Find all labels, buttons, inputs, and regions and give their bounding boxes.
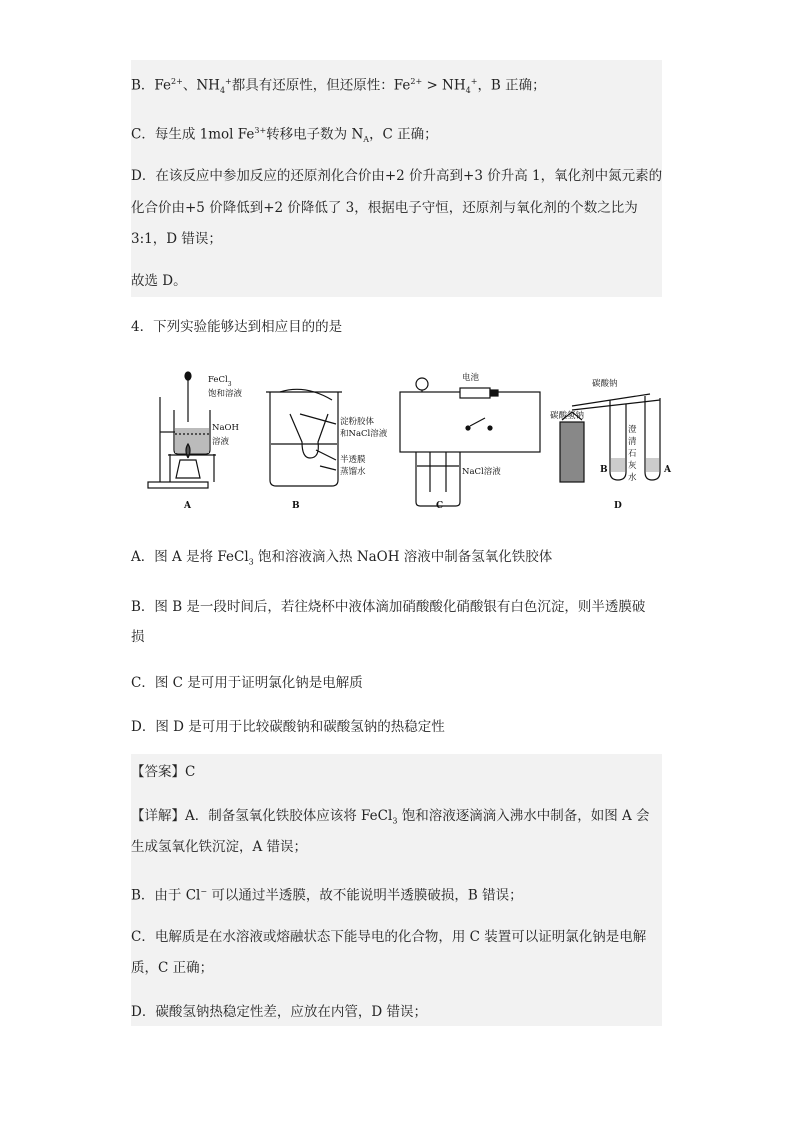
option-d: D．图 D 是可用于比较碳酸钠和碳酸氢钠的热稳定性 — [131, 719, 445, 735]
fig-b-label3: 半透膜 — [340, 455, 366, 465]
prev-option-b: B．$Fe^{2+}$、$NH_4^+$都具有还原性，但还原性：$Fe^{2+} > NH_4^+$，B 正确； — [131, 77, 546, 96]
fig-b-caption: B — [292, 501, 300, 511]
fig-d-label2: 碳酸氢钠 — [550, 411, 585, 421]
answer-label: 【答案】C — [131, 764, 196, 780]
fig-a-label1: FeCl$_3$ — [208, 375, 232, 388]
detail-line1: 【详解】A．制备氢氧化铁胶体应该将 FeCl$_3$ 饱和溶液逐滴滴入沸水中制备，如图 A 会 — [131, 808, 650, 826]
experiment-figure — [140, 362, 680, 514]
fig-d-label-b: B — [600, 465, 608, 475]
prev-option-c: C．每生成 1mol $Fe^{3+}$转移电子数为 $N_A$，C 正确； — [131, 126, 438, 145]
fig-c-label1: 电池 — [462, 373, 480, 383]
option-c: C．图 C 是可用于证明氯化钠是电解质 — [131, 675, 363, 691]
fig-c-caption: C — [436, 501, 444, 511]
prev-option-d-line2: 化合价由+5 价降低到+2 价降低了 3，根据电子守恒，还原剂与氧化剂的个数之比为 — [131, 200, 638, 216]
option-b-line2: 损 — [131, 629, 145, 645]
fig-d-label4: 清 — [628, 437, 637, 447]
fig-a-label4: 溶液 — [212, 437, 230, 447]
option-a: A．图 A 是将 FeCl$_3$ 饱和溶液滴入热 NaOH 溶液中制备氢氧化铁胶体 — [131, 549, 553, 567]
fig-b-label4: 蒸馏水 — [340, 467, 366, 477]
detail-d: D．碳酸氢钠热稳定性差，应放在内管，D 错误； — [131, 1004, 427, 1020]
fig-a-caption: A — [184, 501, 191, 511]
detail-b: B．由于 Cl− 可以通过半透膜，故不能说明半透膜破损，B 错误； — [131, 887, 523, 904]
prev-option-d-line3: 3:1，D 错误； — [131, 231, 222, 247]
detail-line2: 生成氢氧化铁沉淀，A 错误； — [131, 839, 308, 855]
fig-b-label2: 和NaCl溶液 — [340, 429, 388, 439]
fig-d-label5: 石 — [628, 449, 637, 459]
fig-a-label2: 饱和溶液 — [208, 389, 243, 399]
detail-c-line2: 质，C 正确； — [131, 960, 214, 976]
fig-d-caption: D — [614, 501, 622, 511]
apparatus-a — [148, 372, 216, 488]
apparatus-d — [560, 394, 660, 482]
fig-a-label3: NaOH — [212, 423, 239, 433]
fig-c-label2: NaCl溶液 — [462, 467, 501, 477]
fig-d-label7: 水 — [628, 473, 637, 483]
detail-c-line1: C．电解质是在水溶液或熔融状态下能导电的化合物，用 C 装置可以证明氯化钠是电解 — [131, 929, 647, 945]
prev-conclusion: 故选 D。 — [131, 273, 187, 289]
option-b-line1: B．图 B 是一段时间后，若往烧杯中液体滴加硝酸酸化硝酸银有白色沉淀，则半透膜破 — [131, 599, 646, 615]
fig-d-label6: 灰 — [628, 461, 637, 471]
fig-d-label-a: A — [664, 465, 671, 475]
question-stem: 4．下列实验能够达到相应目的的是 — [131, 319, 343, 335]
fig-d-label1: 碳酸钠 — [592, 379, 618, 389]
apparatus-b — [266, 389, 342, 486]
apparatus-c — [400, 378, 540, 506]
prev-option-d-line1: D．在该反应中参加反应的还原剂化合价由+2 价升高到+3 价升高 1，氧化剂中氮元素的 — [131, 168, 663, 184]
fig-b-label1: 淀粉胶体 — [340, 417, 375, 427]
fig-d-label3: 澄 — [628, 425, 637, 435]
